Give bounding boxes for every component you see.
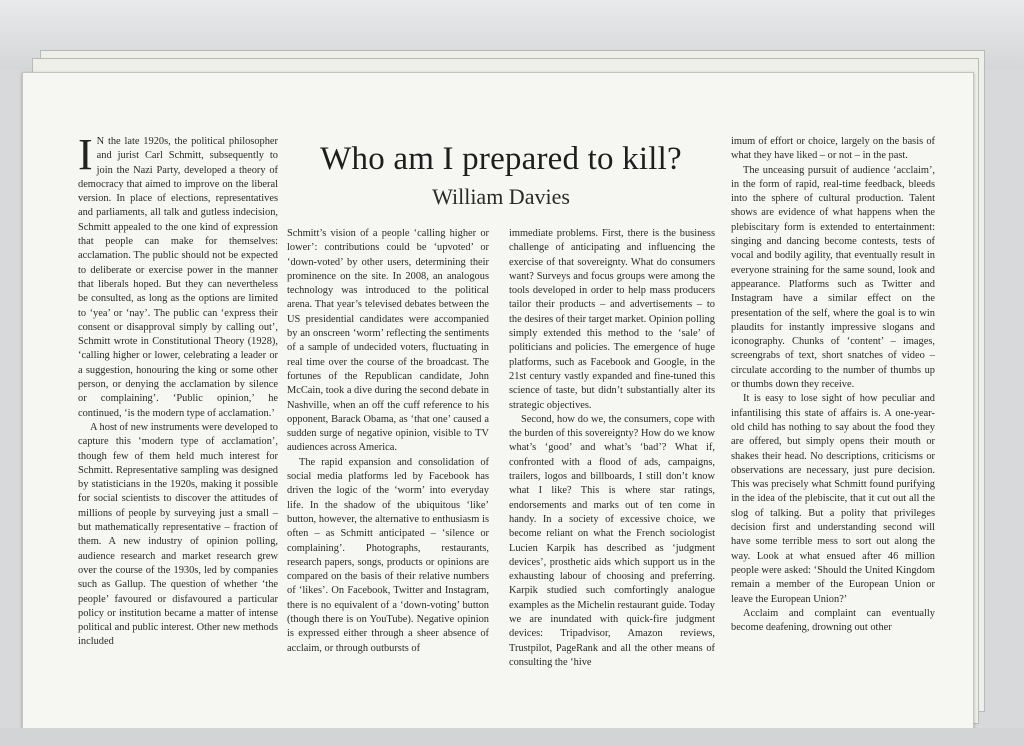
background-surface-bottom bbox=[0, 728, 1024, 745]
article-paragraph: Second, how do we, the consumers, cope with the burden of this sovereignty? How do we know what’s ‘good’ and what’s ‘bad’? What if, confronted with a flood of ads, campaigns, trailers, logos and billboards, I still don’t know what I like? This is where star ratings, endorsements and marks out of ten come in handy. In a society of excessive choice, we become reliant on what the French sociologist Lucien Karpik has described as ‘judgment devices’, prosthetic aids which support us in the exhausting labour of choosing and preferring. Karpik studied such comfortingly analogue examples as the Michelin restaurant guide. Today we are inundated with quick-fire judgment devices: Tripadvisor, Amazon reviews, Trustpilot, PageRank and all the other means of consulting the ‘hive bbox=[509, 413, 715, 668]
article-title: Who am I prepared to kill? bbox=[320, 141, 682, 177]
page-bottom-fade bbox=[23, 688, 973, 728]
magazine-page bbox=[22, 72, 974, 729]
article-column-1 bbox=[78, 130, 278, 650]
article-paragraph: Acclaim and complaint can eventually become deafening, drowning out other bbox=[731, 607, 935, 634]
paragraph-text: N the late 1920s, the political philosopher and jurist Carl Schmitt, subsequently to join the Nazi Party, developed a theory of democracy that aimed to improve on the liberal version. In place of elections, representatives and parliaments, all talk and gutless indecision, Schmitt appealed to the one kind of expression that people can make for themselves: acclamation. The public should not be expected to deliberate or exercise power in the manner that liberals hoped. But they can nevertheless be consulted, as long as the options are limited to ‘yea’ or ‘nay’. The public can ‘express their consent or disapproval simply by calling out’, Schmitt wrote in Constitutional Theory (1928), ‘calling higher or lower, celebrating a leader or a suggestion, honouring the king or some other person, or denying the acclamation by silence or complaining’. ‘Public opinion,’ he continued, ‘is the modern type of acclamation.’ bbox=[78, 136, 278, 419]
article-paragraph: It is easy to lose sight of how peculiar and infantilising this state of affairs is. A one-year-old child has nothing to say about the food they are offered, but simply opens their mouth or shakes their head. No descriptions, criticisms or observations are necessary, just pure decision. This was precisely what Schmitt found purifying in the idea of the plebiscite, that it cut out all the slog of talking. But a polity that privileges decision first and understanding second will have some terrible mess to sort out along the way. Look at what ensued after 46 million people were asked: ‘Should the United Kingdom remain a member of the European Union or leave the European Union?’ bbox=[731, 393, 935, 605]
drop-cap: I bbox=[78, 130, 93, 179]
article-paragraph: The unceasing pursuit of audience ‘acclaim’, in the form of rapid, real-time feedback, bleeds into the sphere of cultural production. Talent shows are evidence of what happens when the plebiscitary form is extended to entertainment: singing and dancing become contests, tests of vocal and bodily agility, that eventually result in everyone straining for the same sound, look and appearance. Platforms such as Twitter and Instagram have a similar effect on the presentation of the self, where the goal is to win plaudits for instantly impressive slogans and iconography. Chunks of ‘content’ – images, screengrabs of text, short snatches of video – circulate according to the number of thumbs up or thumbs down they receive. bbox=[731, 164, 935, 391]
article-column-2 bbox=[287, 227, 489, 656]
article-paragraph: Schmitt’s vision of a people ‘calling higher or lower’: contributions could be ‘upvoted’ or ‘down-voted’ by other users, determining their prominence on the site. In 2008, an analogous technology was introduced to the political arena. That year’s televised debates between the US presidential candidates were accompanied by an onscreen ‘worm’ reflecting the sentiments of a sample of undecided voters, fluctuating in real time over the course of the broadcast. The fortunes of the Republican candidate, John McCain, took a dive during the second debate in Nashville, when an off the cuff reference to his opponent, Barack Obama, as ‘that one’ caused a sudden surge of negative opinion, visible to TV audiences across America. bbox=[287, 228, 489, 454]
article-author: William Davies bbox=[432, 184, 570, 209]
article-column-4 bbox=[731, 135, 935, 635]
article-paragraph: immediate problems. First, there is the business challenge of anticipating and influencing the exercise of that sovereignty. What do consumers want? Surveys and focus groups were among the tools developed in order to help mass producers tailor their products – and advertisements – to the desires of their target market. Opinion polling simply extended this method to the ‘sale’ of politicians and policies. The emergence of huge platforms, such as Facebook and Google, in the 21st century vastly expanded and fine-tuned this science of taste, but didn’t substantially alter its strategic objectives. bbox=[509, 228, 715, 411]
article-paragraph bbox=[78, 130, 278, 421]
article-paragraph: The rapid expansion and consolidation of social media platforms led by Facebook has driven the logic of the ‘worm’ into everyday life. In the shadow of the ubiquitous ‘like’ button, however, the alternative to enthusiasm is often – as Schmitt anticipated – ‘silence or complaining’. Photographs, restaurants, research papers, songs, products or opinions are compared on the basis of their relative numbers of ‘likes’. On Facebook, Twitter and Instagram, there is no equivalent of a ‘down-voting’ button (though there is on YouTube). Negative opinion is expressed either through a sheer absence of acclaim, or through outbursts of bbox=[287, 456, 489, 654]
article-paragraph: imum of effort or choice, largely on the basis of what they have liked – or not – in the past. bbox=[731, 136, 935, 162]
article-header bbox=[287, 139, 715, 211]
article-paragraph: A host of new instruments were developed to capture this ‘modern type of acclamation’, though few of them held much interest for Schmitt. Representative sampling was designed by statisticians in the 1920s, making it possible for social scientists to discover the attitudes of millions of people by surveying just a small – but mathematically representative – fraction of them. A new industry of opinion polling, audience research and market research grew over the course of the 1930s, led by companies such as Gallup. The question of whether ‘the people’ favoured or disfavoured a particular policy or institution became a matter of intense political and public interest. Other new methods included bbox=[78, 421, 278, 648]
article-column-3 bbox=[509, 227, 715, 670]
